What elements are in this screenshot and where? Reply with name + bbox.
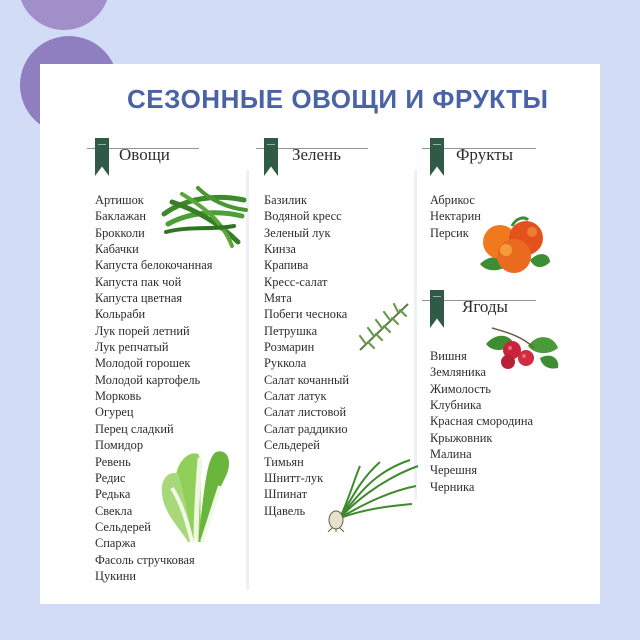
list-item: Салат листовой xyxy=(264,405,347,420)
list-item: Баклажан xyxy=(95,209,147,224)
green-beans-image xyxy=(158,180,250,252)
list-item: Зеленый лук xyxy=(264,225,331,240)
pak-choi-image xyxy=(158,444,238,544)
list-item: Фасоль стручковая xyxy=(95,552,195,567)
list-item: Вишня xyxy=(430,349,467,363)
list-item: Шнитт-лук xyxy=(264,470,324,485)
list-item: Абрикос xyxy=(430,193,475,207)
list-item: Земляника xyxy=(430,365,487,380)
list-item: Лук репчатый xyxy=(95,340,169,355)
berries-column xyxy=(422,290,533,495)
ribbon-bookmark-icon xyxy=(95,138,109,176)
list-item: Морковь xyxy=(95,389,142,404)
list-item: Кинза xyxy=(264,242,296,257)
list-item: Базилик xyxy=(264,193,307,207)
rosemary-image xyxy=(356,298,412,354)
list-item: Молодой картофель xyxy=(95,372,201,387)
vegetables-heading: Овощи xyxy=(87,138,212,178)
list-item: Красная смородина xyxy=(430,414,534,429)
list-item: Щавель xyxy=(264,503,306,518)
list-item: Сельдерей xyxy=(264,438,320,453)
list-item: Цукини xyxy=(95,568,137,583)
list-item: Мята xyxy=(264,291,292,306)
list-item: Капуста пак чой xyxy=(95,274,182,289)
list-item: Черешня xyxy=(430,463,478,478)
list-item: Побеги чеснока xyxy=(264,307,348,322)
fruits-heading: Фрукты xyxy=(422,138,481,178)
list-item: Салат раддикио xyxy=(264,421,348,436)
list-item: Кольраби xyxy=(95,307,146,322)
list-item: Салат кочанный xyxy=(264,372,349,387)
list-item: Огурец xyxy=(95,405,134,420)
berries-heading: Ягоды xyxy=(422,290,533,330)
list-item: Водяной кресс xyxy=(264,209,342,224)
raspberry-image xyxy=(482,324,562,376)
list-item: Шпинат xyxy=(264,487,307,502)
list-item: Лук порей летний xyxy=(95,323,190,338)
list-item: Салат латук xyxy=(264,389,327,404)
list-item: Нектарин xyxy=(430,209,481,224)
list-item: Малина xyxy=(430,447,472,462)
page-title: СЕЗОННЫЕ ОВОЩИ И ФРУКТЫ xyxy=(127,84,549,114)
peaches-image xyxy=(474,214,552,280)
list-item: Петрушка xyxy=(264,323,318,338)
list-item: Сельдерей xyxy=(95,519,151,534)
decorative-circle-top xyxy=(18,0,110,30)
list-item: Крыжовник xyxy=(430,430,493,445)
ribbon-bookmark-icon xyxy=(430,290,444,328)
list-item: Капуста цветная xyxy=(95,291,183,306)
list-item: Жимолость xyxy=(430,381,491,396)
column-divider xyxy=(414,170,417,500)
list-item: Перец сладкий xyxy=(95,421,174,436)
list-item: Брокколи xyxy=(95,225,145,240)
list-item: Ревень xyxy=(95,454,131,469)
list-item: Крапива xyxy=(264,258,309,273)
chives-image xyxy=(320,456,420,532)
list-item: Клубника xyxy=(430,398,482,413)
greens-heading: Зелень xyxy=(256,138,349,178)
list-item: Черника xyxy=(430,479,475,494)
ribbon-bookmark-icon xyxy=(430,138,444,176)
list-item: Розмарин xyxy=(264,340,315,355)
list-item: Капуста белокочанная xyxy=(95,258,213,273)
list-item: Редис xyxy=(95,470,126,485)
fruits-column xyxy=(422,138,514,241)
list-item: Руккола xyxy=(264,356,307,371)
list-item: Свекла xyxy=(95,503,133,518)
list-item: Редька xyxy=(95,487,131,502)
list-item: Кресс-салат xyxy=(264,274,328,289)
ribbon-bookmark-icon xyxy=(264,138,278,176)
list-item: Персик xyxy=(430,225,469,240)
list-item: Артишок xyxy=(95,193,144,207)
list-item: Спаржа xyxy=(95,536,136,551)
list-item: Молодой горошек xyxy=(95,356,191,371)
list-item: Помидор xyxy=(95,438,144,453)
list-item: Тимьян xyxy=(264,454,304,469)
list-item: Кабачки xyxy=(95,242,139,257)
